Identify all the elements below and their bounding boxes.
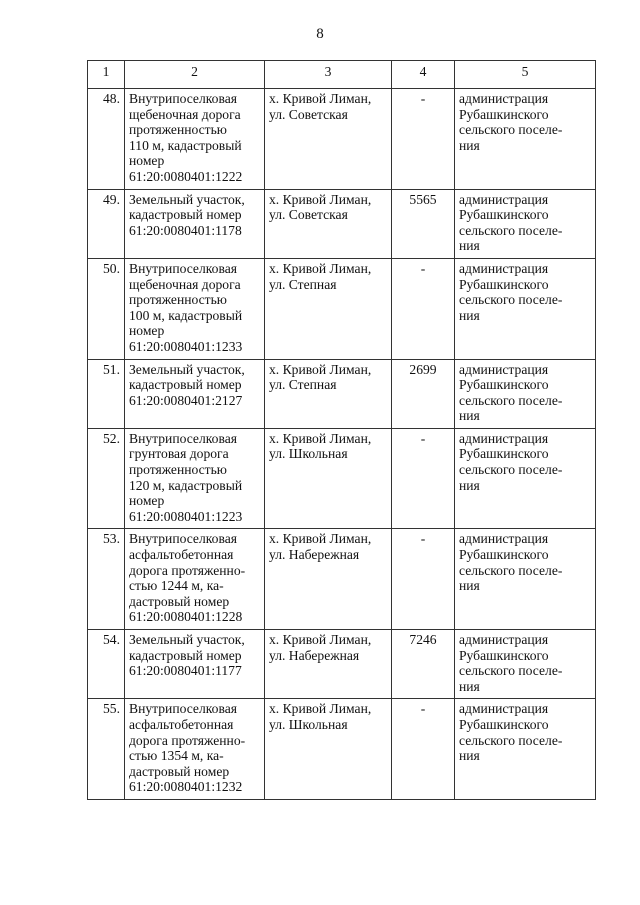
row-number: 49.: [88, 189, 125, 258]
row-number: 48.: [88, 89, 125, 190]
table-row: [88, 529, 596, 630]
object-owner: администрация Рубашкинского сельского поселе- ния: [455, 630, 596, 699]
object-area: 7246: [392, 630, 455, 699]
column-header-owner: 5: [455, 61, 596, 89]
object-location: х. Кривой Лиман, ул. Степная: [265, 258, 392, 359]
table-row: [88, 189, 596, 258]
object-owner: администрация Рубашкинского сельского поселе- ния: [455, 89, 596, 190]
object-area: -: [392, 699, 455, 800]
row-number: 55.: [88, 699, 125, 800]
object-owner: администрация Рубашкинского сельского поселе- ния: [455, 428, 596, 529]
object-owner: администрация Рубашкинского сельского поселе- ния: [455, 359, 596, 428]
table-row: [88, 630, 596, 699]
object-name: Внутрипоселковая щебеночная дорога протяженностью 110 м, кадастровый номер 61:20:0080401:1222: [125, 89, 265, 190]
column-header-area: 4: [392, 61, 455, 89]
object-area: -: [392, 529, 455, 630]
column-header-location: 3: [265, 61, 392, 89]
object-location: х. Кривой Лиман, ул. Школьная: [265, 428, 392, 529]
table-row: [88, 89, 596, 190]
object-owner: администрация Рубашкинского сельского поселе- ния: [455, 189, 596, 258]
object-area: -: [392, 428, 455, 529]
object-name: Внутрипоселковая асфальтобетонная дорога протяженно- стью 1354 м, ка- дастровый номер 61:20:0080401:1232: [125, 699, 265, 800]
page-number: 8: [316, 26, 324, 42]
column-header-number: 1: [88, 61, 125, 89]
object-location: х. Кривой Лиман, ул. Набережная: [265, 630, 392, 699]
object-owner: администрация Рубашкинского сельского поселе- ния: [455, 529, 596, 630]
object-name: Внутрипоселковая щебеночная дорога протяженностью 100 м, кадастровый номер 61:20:0080401:1233: [125, 258, 265, 359]
table-header-row: [88, 61, 596, 89]
object-name: Внутрипоселковая асфальтобетонная дорога протяженно- стью 1244 м, ка- дастровый номер 61:20:0080401:1228: [125, 529, 265, 630]
row-number: 53.: [88, 529, 125, 630]
object-area: -: [392, 258, 455, 359]
object-location: х. Кривой Лиман, ул. Советская: [265, 189, 392, 258]
object-area: 2699: [392, 359, 455, 428]
row-number: 54.: [88, 630, 125, 699]
row-number: 52.: [88, 428, 125, 529]
object-location: х. Кривой Лиман, ул. Степная: [265, 359, 392, 428]
table-row: [88, 699, 596, 800]
object-owner: администрация Рубашкинского сельского поселе- ния: [455, 258, 596, 359]
object-area: -: [392, 89, 455, 190]
object-location: х. Кривой Лиман, ул. Школьная: [265, 699, 392, 800]
property-registry-table: [87, 60, 596, 800]
object-owner: администрация Рубашкинского сельского поселе- ния: [455, 699, 596, 800]
object-name: Земельный участок, кадастровый номер 61:20:0080401:1177: [125, 630, 265, 699]
row-number: 51.: [88, 359, 125, 428]
object-area: 5565: [392, 189, 455, 258]
table-row: [88, 428, 596, 529]
row-number: 50.: [88, 258, 125, 359]
object-location: х. Кривой Лиман, ул. Советская: [265, 89, 392, 190]
table-row: [88, 258, 596, 359]
object-location: х. Кривой Лиман, ул. Набережная: [265, 529, 392, 630]
column-header-name: 2: [125, 61, 265, 89]
object-name: Внутрипоселковая грунтовая дорога протяженностью 120 м, кадастровый номер 61:20:0080401:1223: [125, 428, 265, 529]
table-row: [88, 359, 596, 428]
object-name: Земельный участок, кадастровый номер 61:20:0080401:2127: [125, 359, 265, 428]
object-name: Земельный участок, кадастровый номер 61:20:0080401:1178: [125, 189, 265, 258]
